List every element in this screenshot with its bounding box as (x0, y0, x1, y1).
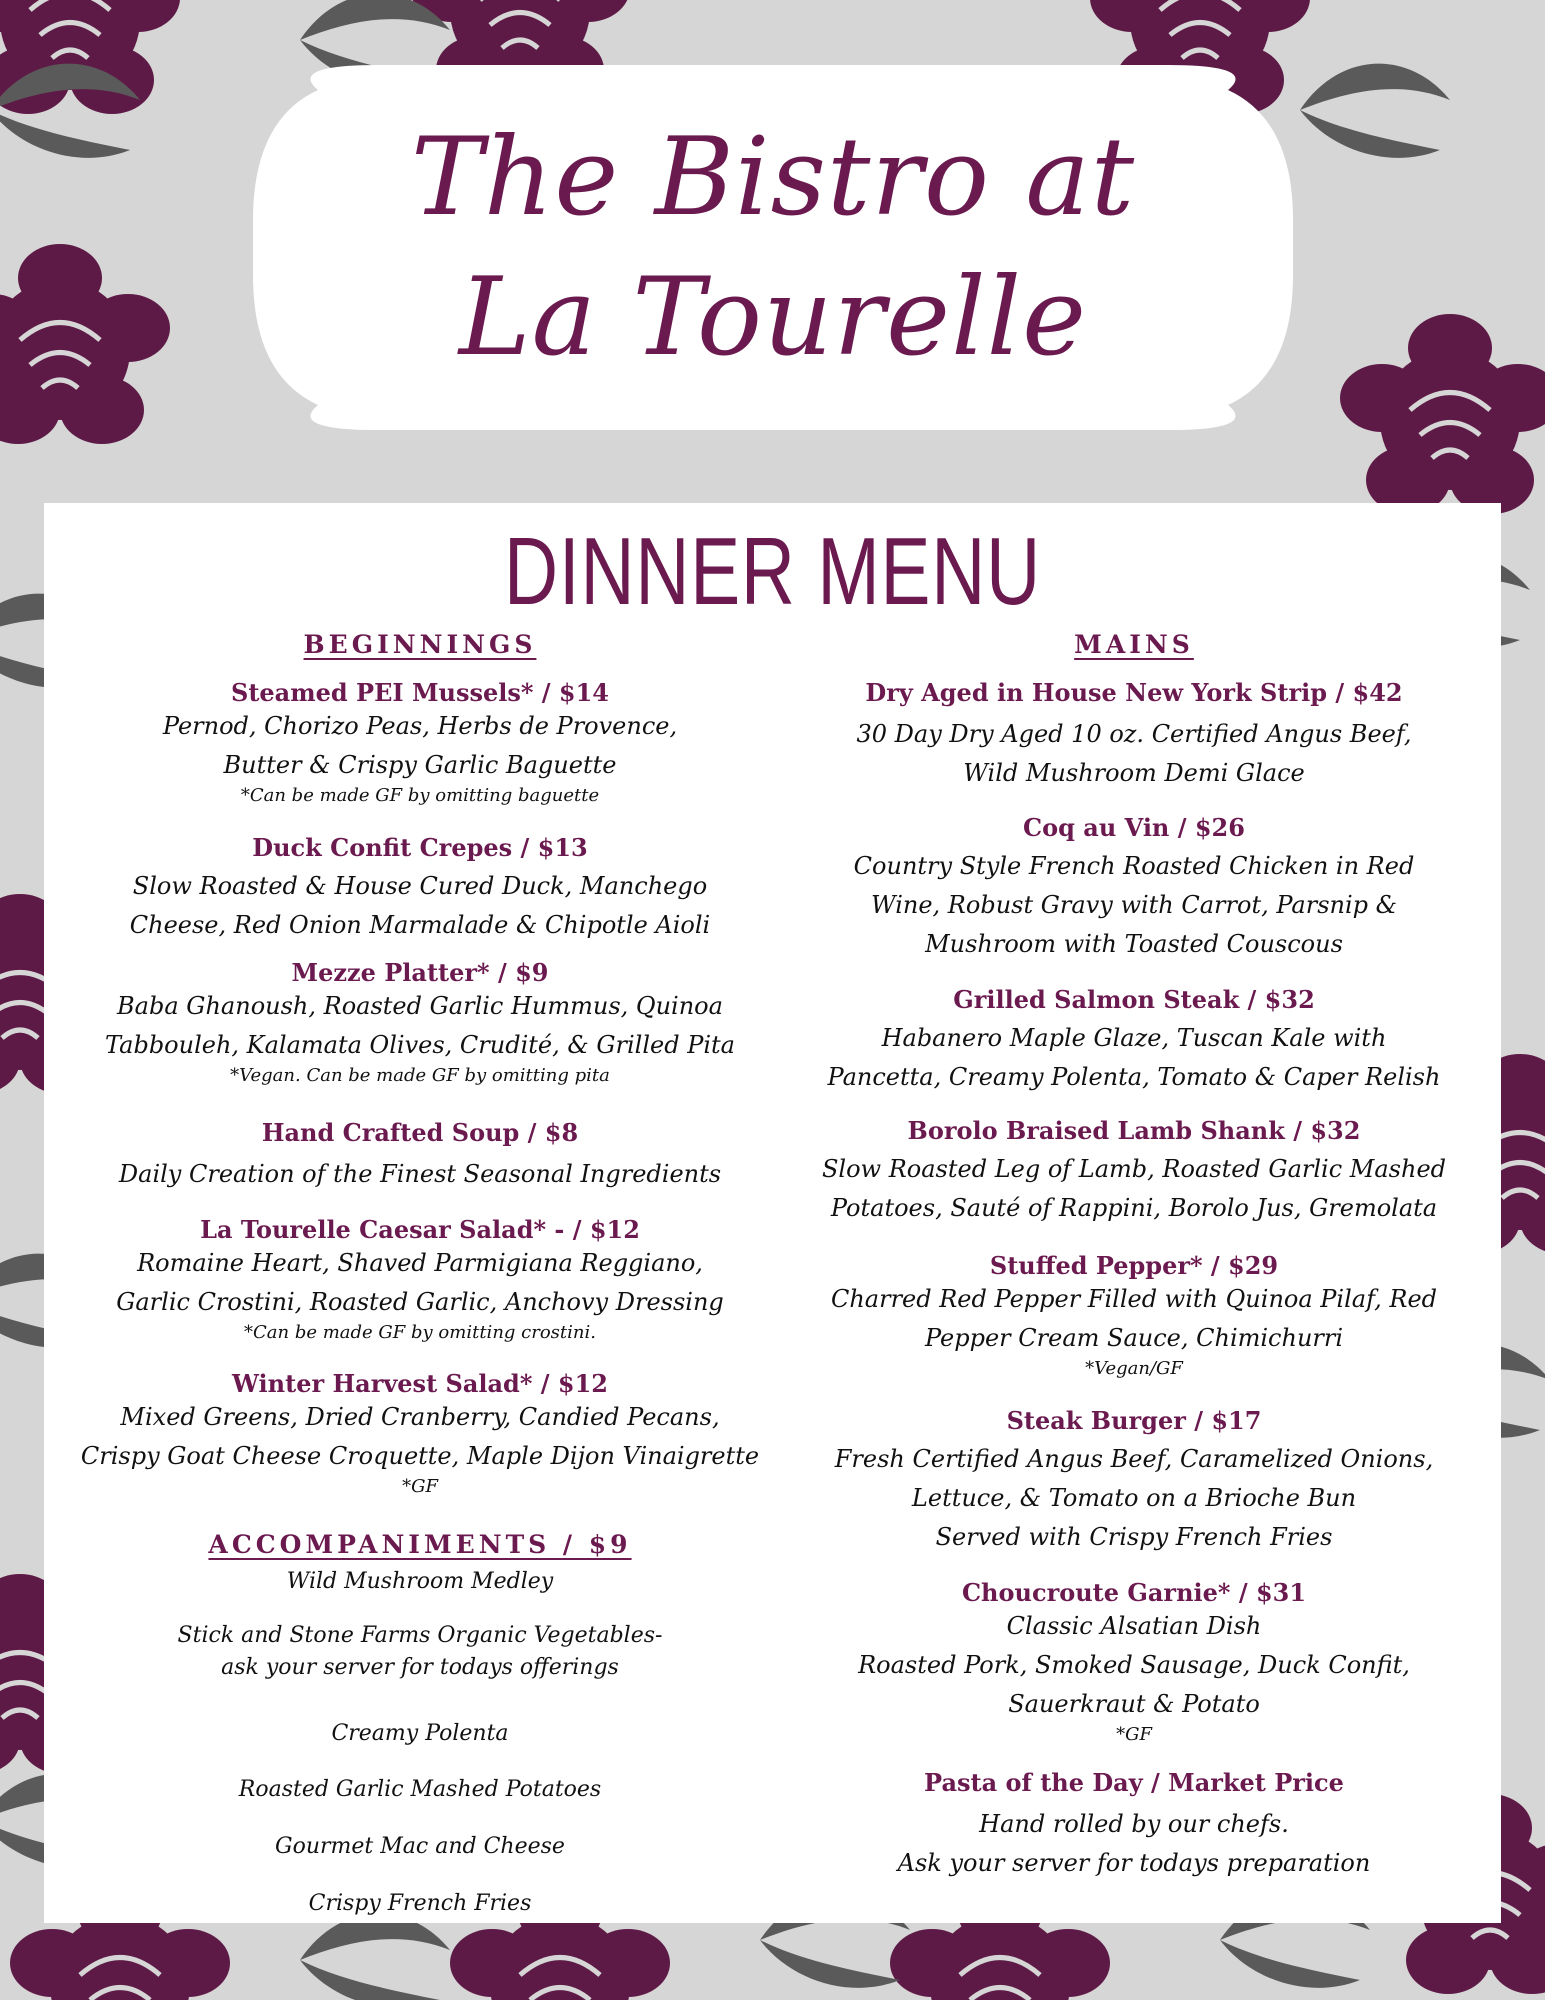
dish-description-line: Country Style French Roasted Chicken in Red (853, 852, 1415, 880)
dish-name: Choucroute Garnie* / $31 (961, 1578, 1307, 1607)
menu-item (767, 1578, 1501, 1745)
dish-description-line: Crispy Goat Cheese Croquette, Maple Dijon Vinaigrette (80, 1442, 760, 1470)
dish-description-line: Served with Crispy French Fries (935, 1523, 1333, 1551)
menu-item (767, 1406, 1501, 1557)
accompaniment-item: Wild Mushroom Medley (286, 1569, 554, 1594)
menu-panel (44, 503, 1501, 1923)
dish-description-line: Mixed Greens, Dried Cranberry, Candied Pecans, (120, 1403, 720, 1431)
accompaniment-line: Stick and Stone Farms Organic Vegetables- (177, 1623, 663, 1648)
dish-note: *Vegan/GF (1085, 1358, 1183, 1379)
dish-description-line: Daily Creation of the Finest Seasonal Ingredients (118, 1160, 722, 1188)
dish-note: *Can be made GF by omitting baguette (240, 785, 600, 806)
dish-name: Coq au Vin / $26 (1023, 813, 1245, 842)
dish-description-line: Roasted Pork, Smoked Sausage, Duck Confit, (858, 1651, 1410, 1679)
dish-description-line: Pernod, Chorizo Peas, Herbs de Provence, (162, 712, 678, 740)
dish-description-line: Lettuce, & Tomato on a Brioche Bun (911, 1484, 1357, 1512)
menu-item (767, 1768, 1501, 1883)
accompaniment-item (44, 1620, 796, 1684)
dish-description-line: Butter & Crispy Garlic Baguette (223, 751, 617, 779)
right-column (767, 503, 1501, 1923)
dish-name: Stuffed Pepper* / $29 (989, 1251, 1279, 1280)
dish-name: Winter Harvest Salad* / $12 (232, 1369, 608, 1398)
dish-name: La Tourelle Caesar Salad* - / $12 (200, 1215, 640, 1244)
dish-note: *GF (402, 1476, 438, 1497)
dish-description-line: Tabbouleh, Kalamata Olives, Crudité, & Grilled Pita (105, 1031, 735, 1059)
menu-item (767, 1251, 1501, 1379)
menu-item (767, 678, 1501, 793)
dish-description-line: Cheese, Red Onion Marmalade & Chipotle Aioli (129, 911, 711, 939)
dish-description-line: Ask your server for todays preparation (897, 1849, 1371, 1877)
dish-description-line: Fresh Certified Angus Beef, Caramelized Onions, (834, 1445, 1434, 1473)
dish-name: Dry Aged in House New York Strip / $42 (865, 678, 1403, 707)
menu-heading: DINNER MENU (504, 518, 1041, 625)
accompaniment-item: Gourmet Mac and Cheese (275, 1834, 565, 1859)
menu-item (44, 833, 796, 945)
menu-item (44, 678, 796, 806)
restaurant-title (248, 60, 1298, 435)
accompaniment-item: Crispy French Fries (308, 1891, 532, 1916)
dish-name: Hand Crafted Soup / $8 (261, 1118, 579, 1147)
dish-description-line: Hand rolled by our chefs. (979, 1810, 1289, 1838)
section-heading-accompaniments: ACCOMPANIMENTS / $9 (208, 1530, 632, 1559)
menu-item (767, 985, 1501, 1097)
dish-description-line: Mushroom with Toasted Couscous (925, 930, 1343, 958)
dish-description-line: Wild Mushroom Demi Glace (963, 759, 1305, 787)
dish-description-line: 30 Day Dry Aged 10 oz. Certified Angus Beef, (856, 720, 1412, 748)
dish-name: Mezze Platter* / $9 (291, 958, 549, 987)
title-line-1: The Bistro at (410, 114, 1136, 240)
section-heading-mains: MAINS (1074, 630, 1194, 659)
dish-description-line: Charred Red Pepper Filled with Quinoa Pilaf, Red (830, 1285, 1438, 1313)
dish-description-line: Sauerkraut & Potato (1008, 1690, 1260, 1718)
dish-name: Grilled Salmon Steak / $32 (953, 985, 1315, 1014)
dish-name: Steak Burger / $17 (1006, 1406, 1262, 1435)
accompaniment-line: ask your server for todays offerings (221, 1655, 619, 1680)
dish-description-line: Baba Ghanoush, Roasted Garlic Hummus, Quinoa (117, 992, 723, 1020)
dish-note: *GF (1116, 1724, 1152, 1745)
left-column (44, 503, 796, 1923)
menu-item (44, 1369, 796, 1497)
menu-item (44, 958, 796, 1086)
menu-item (44, 1215, 796, 1343)
dish-name: Borolo Braised Lamb Shank / $32 (907, 1116, 1361, 1145)
accompaniment-item: Creamy Polenta (331, 1721, 509, 1746)
title-line-2: La Tourelle (458, 254, 1088, 380)
dish-description-line: Slow Roasted Leg of Lamb, Roasted Garlic Mashed (821, 1155, 1447, 1183)
section-heading-beginnings: BEGINNINGS (303, 630, 537, 659)
menu-item (44, 1118, 796, 1194)
dish-note: *Vegan. Can be made GF by omitting pita (230, 1065, 610, 1086)
dish-description-line: Wine, Robust Gravy with Carrot, Parsnip & (870, 891, 1398, 919)
dish-name: Duck Confit Crepes / $13 (252, 833, 588, 862)
dish-description-line: Potatoes, Sauté of Rappini, Borolo Jus, Gremolata (830, 1194, 1438, 1222)
dish-description-line: Romaine Heart, Shaved Parmigiana Reggiano, (137, 1249, 703, 1277)
menu-item (767, 813, 1501, 964)
dish-name: Pasta of the Day / Market Price (924, 1768, 1344, 1797)
dish-description-line: Garlic Crostini, Roasted Garlic, Anchovy Dressing (116, 1288, 724, 1316)
dish-description-line: Habanero Maple Glaze, Tuscan Kale with (881, 1024, 1387, 1052)
dish-description-line: Slow Roasted & House Cured Duck, Manchego (132, 872, 708, 900)
dish-description-line: Classic Alsatian Dish (1006, 1612, 1262, 1640)
dish-description-line: Pepper Cream Sauce, Chimichurri (924, 1324, 1344, 1352)
dish-name: Steamed PEI Mussels* / $14 (230, 678, 610, 707)
dish-description-line: Pancetta, Creamy Polenta, Tomato & Caper Relish (827, 1063, 1441, 1091)
dish-note: *Can be made GF by omitting crostini. (244, 1322, 596, 1343)
accompaniment-item: Roasted Garlic Mashed Potatoes (238, 1777, 602, 1802)
title-plaque (248, 60, 1298, 435)
menu-item (767, 1116, 1501, 1228)
